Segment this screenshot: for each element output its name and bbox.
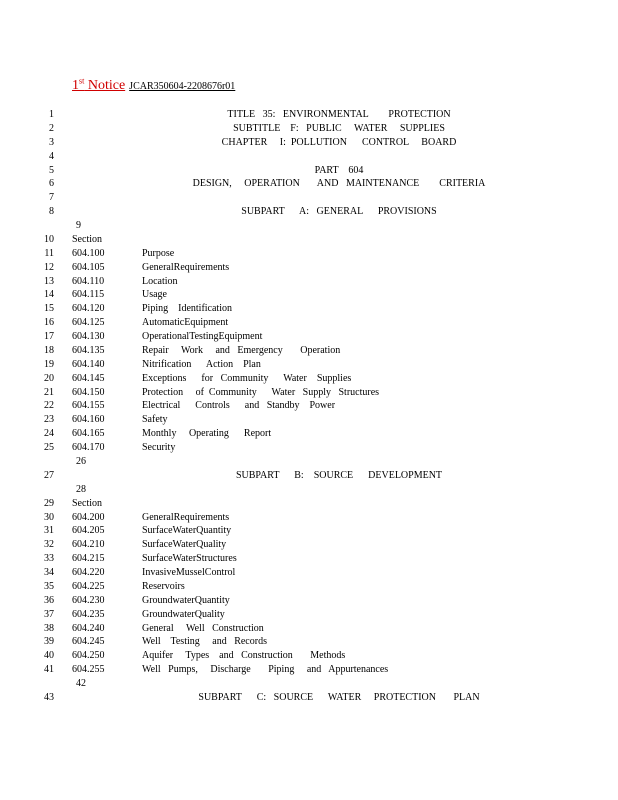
section-title: GroundwaterQuantity — [142, 594, 230, 606]
centered-heading: PART 604 — [314, 164, 364, 176]
section-number: 604.230 — [72, 594, 105, 606]
section-title: Safety — [142, 414, 168, 426]
line-number: 34 — [44, 567, 54, 579]
line-number: 11 — [44, 247, 54, 259]
section-number: 604.135 — [72, 344, 105, 356]
section-title: General Well Construction — [142, 622, 264, 634]
section-title: GroundwaterQuality — [142, 608, 225, 620]
line-number: 38 — [44, 622, 54, 634]
section-number: 604.250 — [72, 650, 105, 662]
line-number: 13 — [44, 275, 54, 287]
section-number: 604.240 — [72, 622, 105, 634]
line-number: 17 — [44, 331, 54, 343]
centered-heading: SUBPART B: SOURCE DEVELOPMENT — [235, 469, 443, 481]
section-title: SurfaceWaterQuantity — [142, 525, 232, 537]
section-title: Nitrification Action Plan — [142, 358, 261, 370]
line-number: 33 — [44, 553, 54, 565]
section-number: 604.170 — [72, 442, 105, 454]
section-number: 604.150 — [72, 386, 105, 398]
section-number: 604.105 — [72, 261, 105, 273]
line-number: 43 — [44, 691, 54, 703]
line-number: 40 — [44, 650, 54, 662]
line-number: 3 — [49, 136, 54, 148]
section-number: 604.210 — [72, 539, 105, 551]
section-title: OperationalTestingEquipment — [142, 331, 263, 343]
line-number: 29 — [44, 497, 54, 509]
section-title: GeneralRequirements — [142, 261, 230, 273]
line-number: 18 — [44, 344, 54, 356]
section-title: Reservoirs — [142, 580, 185, 592]
notice-header — [72, 76, 235, 94]
line-number: 10 — [44, 233, 54, 245]
section-number: 604.110 — [72, 275, 105, 287]
section-number: 604.245 — [72, 636, 105, 648]
section-number: 604.220 — [72, 567, 105, 579]
section-number: Section — [72, 233, 102, 245]
section-number: 604.165 — [72, 428, 105, 440]
section-number: 604.255 — [72, 664, 105, 676]
centered-heading: DESIGN, OPERATION AND MAINTENANCE CRITERIA — [192, 178, 486, 190]
section-title: Exceptions for Community Water Supplies — [142, 372, 352, 384]
section-title: InvasiveMusselControl — [142, 567, 236, 579]
section-number: 604.125 — [72, 317, 105, 329]
line-number: 27 — [44, 469, 54, 481]
centered-heading: SUBPART C: SOURCE WATER PROTECTION PLAN — [198, 691, 480, 703]
section-number: 604.140 — [72, 358, 105, 370]
line-number: 36 — [44, 594, 54, 606]
line-number: 39 — [44, 636, 54, 648]
section-number: 604.145 — [72, 372, 105, 384]
line-number: 20 — [44, 372, 54, 384]
section-title: Aquifer Types and Construction Methods — [142, 650, 346, 662]
section-number: 604.160 — [72, 414, 105, 426]
line-number: 23 — [44, 414, 54, 426]
line-number: 15 — [44, 303, 54, 315]
section-title: Security — [142, 442, 176, 454]
line-number: 7 — [49, 192, 54, 204]
line-number: 28 — [76, 483, 86, 495]
line-number: 35 — [44, 580, 54, 592]
section-title: Repair Work and Emergency Operation — [142, 344, 341, 356]
line-number: 25 — [44, 442, 54, 454]
section-title: Protection of Community Water Supply Structures — [142, 386, 380, 398]
section-title: GeneralRequirements — [142, 511, 230, 523]
section-title: Well Pumps, Discharge Piping and Appurtenances — [142, 664, 389, 676]
line-number: 37 — [44, 608, 54, 620]
section-title: Well Testing and Records — [142, 636, 267, 648]
section-number: Section — [72, 497, 102, 509]
line-number: 30 — [44, 511, 54, 523]
notice-label: 1st Notice — [72, 76, 126, 93]
section-title: Electrical Controls and Standby Power — [142, 400, 336, 412]
section-title: Purpose — [142, 247, 175, 259]
line-number: 32 — [44, 539, 54, 551]
section-number: 604.205 — [72, 525, 105, 537]
section-number: 604.235 — [72, 608, 105, 620]
centered-heading: TITLE 35: ENVIRONMENTAL PROTECTION — [227, 109, 451, 120]
line-number: 1 — [49, 109, 54, 120]
centered-heading: SUBTITLE F: PUBLIC WATER SUPPLIES — [233, 122, 445, 134]
section-number: 604.225 — [72, 580, 105, 592]
line-number: 9 — [76, 220, 81, 232]
section-number: 604.115 — [72, 289, 105, 301]
centered-heading: SUBPART A: GENERAL PROVISIONS — [241, 206, 437, 218]
line-number: 8 — [49, 206, 54, 218]
centered-heading: CHAPTER I: POLLUTION CONTROL BOARD — [221, 136, 457, 148]
section-title: Location — [142, 275, 178, 287]
section-title: AutomaticEquipment — [142, 317, 229, 329]
line-number: 26 — [76, 456, 86, 467]
line-number: 4 — [49, 150, 54, 162]
line-number: 41 — [44, 664, 54, 676]
section-number: 604.130 — [72, 331, 105, 343]
line-number: 14 — [44, 289, 54, 301]
line-number: 6 — [49, 178, 54, 190]
section-number: 604.200 — [72, 511, 105, 523]
line-number: 19 — [44, 358, 54, 370]
section-number: 604.120 — [72, 303, 105, 315]
section-title: SurfaceWaterQuality — [142, 539, 227, 551]
section-number: 604.155 — [72, 400, 105, 412]
line-number: 24 — [44, 428, 54, 440]
notice-code: JCAR350604-2208676r01 — [129, 80, 236, 92]
line-number: 12 — [44, 261, 54, 273]
section-title: Usage — [142, 289, 167, 301]
section-title: SurfaceWaterStructures — [142, 553, 237, 565]
section-title: Monthly Operating Report — [142, 428, 272, 440]
line-number: 5 — [49, 164, 54, 176]
line-number: 2 — [49, 122, 54, 134]
section-title: Piping Identification — [142, 303, 232, 315]
line-number: 22 — [44, 400, 54, 412]
line-number: 16 — [44, 317, 54, 329]
section-number: 604.100 — [72, 247, 105, 259]
line-number: 31 — [44, 525, 54, 537]
line-number: 21 — [44, 386, 54, 398]
line-number: 42 — [76, 678, 86, 690]
section-number: 604.215 — [72, 553, 105, 565]
